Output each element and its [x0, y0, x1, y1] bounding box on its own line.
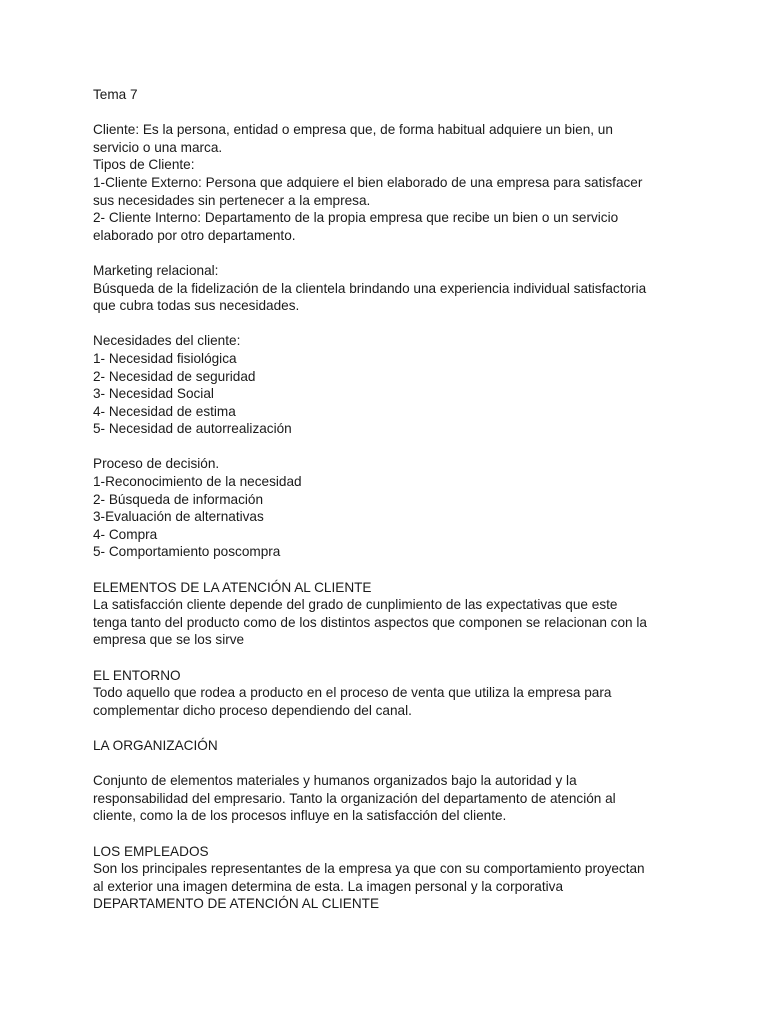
text-line: 1- Necesidad fisiológica: [93, 350, 237, 366]
text-line: DEPARTAMENTO DE ATENCIÓN AL CLIENTE: [93, 896, 380, 912]
text-line: EL ENTORNO: [93, 667, 181, 683]
text-line: cliente, como la de los procesos influye en la satisfacción del cliente.: [93, 808, 507, 824]
text-line: 5- Necesidad de autorrealización: [93, 421, 292, 437]
text-line: que cubra todas sus necesidades.: [93, 298, 300, 314]
text-line: 3-Evaluación de alternativas: [93, 509, 264, 525]
text-line: Marketing relacional:: [93, 262, 219, 278]
text-line: sus necesidades sin pertenecer a la empresa.: [93, 192, 371, 208]
paragraph-spacer: [93, 719, 693, 737]
text-line: responsabilidad del empresario. Tanto la organización del departamento de atención al: [93, 790, 616, 806]
text-line: 4- Necesidad de estima: [93, 403, 236, 419]
document-body: [93, 86, 693, 913]
paragraph-spacer: [93, 315, 693, 333]
text-line: 2- Necesidad de seguridad: [93, 368, 256, 384]
text-line: 4- Compra: [93, 526, 158, 542]
text-line: ELEMENTOS DE LA ATENCIÓN AL CLIENTE: [93, 579, 372, 595]
text-line: al exterior una imagen determina de esta. La imagen personal y la corporativa: [93, 878, 564, 894]
paragraph-spacer: [93, 649, 693, 667]
paragraph-spacer: [93, 825, 693, 843]
text-line: Son los principales representantes de la empresa ya que con su comportamiento proyectan: [93, 861, 645, 877]
text-line: elaborado por otro departamento.: [93, 227, 296, 243]
text-line: empresa que se los sirve: [93, 632, 245, 648]
text-line: 5- Comportamiento poscompra: [93, 544, 281, 560]
paragraph-spacer: [93, 561, 693, 579]
paragraph-spacer: [93, 755, 693, 773]
text-line: complementar dicho proceso dependiendo del canal.: [93, 702, 412, 718]
text-line: LA ORGANIZACIÓN: [93, 737, 218, 753]
text-line: 2- Búsqueda de información: [93, 491, 264, 507]
paragraph-spacer: [93, 104, 693, 122]
text-line: 3- Necesidad Social: [93, 386, 214, 402]
text-line: Conjunto de elementos materiales y humanos organizados bajo la autoridad y la: [93, 773, 577, 789]
text-line: tenga tanto del producto como de los distintos aspectos que componen se relacionan con la: [93, 614, 647, 630]
text-line: 1-Cliente Externo: Persona que adquiere el bien elaborado de una empresa para satisfacer: [93, 174, 643, 190]
text-line: Tipos de Cliente:: [93, 157, 195, 173]
text-line: La satisfacción cliente depende del grado de cunplimiento de las expectativas que este: [93, 597, 618, 613]
text-line: 1-Reconocimiento de la necesidad: [93, 474, 302, 490]
text-line: Proceso de decisión.: [93, 456, 220, 472]
document-title: Tema 7: [93, 87, 138, 102]
text-line: Necesidades del cliente:: [93, 333, 241, 349]
paragraph-spacer: [93, 438, 693, 456]
text-line: 2- Cliente Interno: Departamento de la propia empresa que recibe un bien o un servicio: [93, 210, 619, 226]
text-line: LOS EMPLEADOS: [93, 843, 209, 859]
text-line: servicio o una marca.: [93, 139, 223, 155]
paragraph-spacer: [93, 244, 693, 262]
text-line: Todo aquello que rodea a producto en el proceso de venta que utiliza la empresa para: [93, 685, 612, 701]
text-line: Búsqueda de la fidelización de la clientela brindando una experiencia individual satisfactoria: [93, 280, 647, 296]
text-line: Cliente: Es la persona, entidad o empresa que, de forma habitual adquiere un bien, un: [93, 122, 613, 138]
